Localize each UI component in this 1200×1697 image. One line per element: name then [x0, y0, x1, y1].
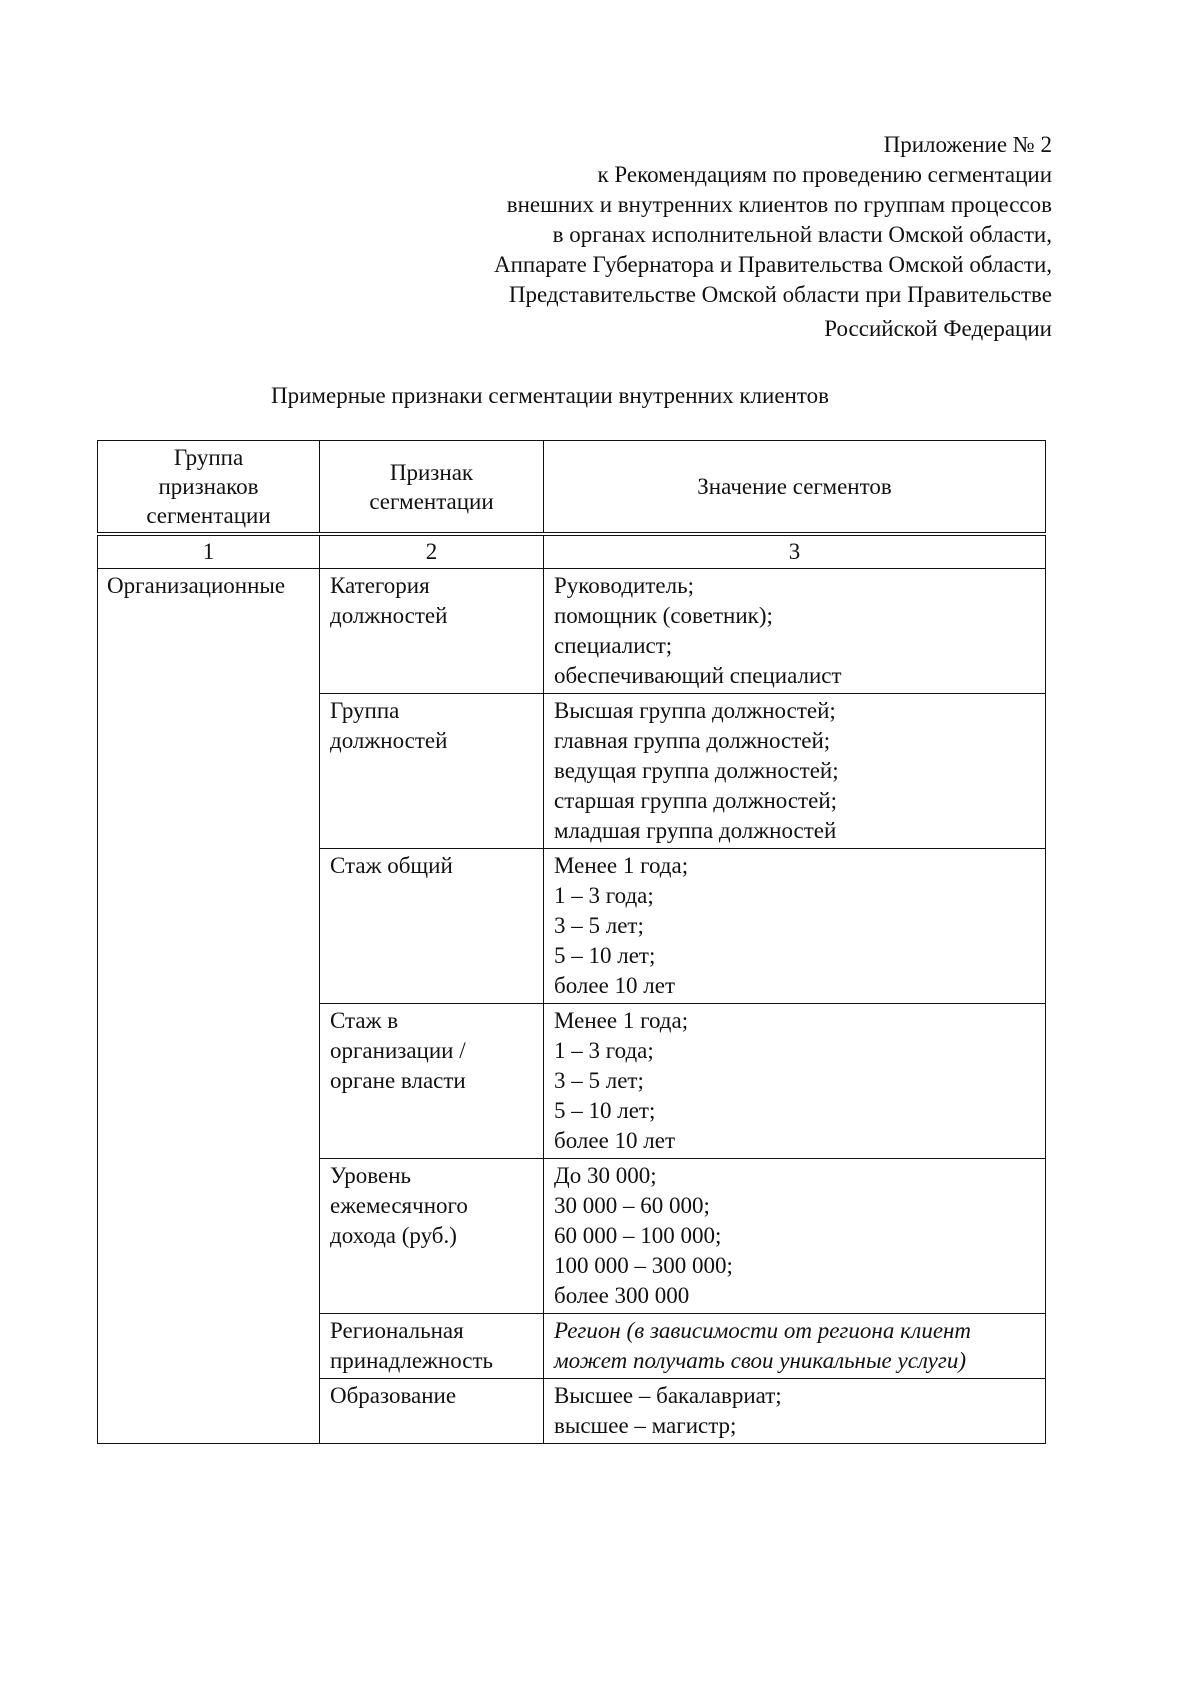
- value-text: главная группа должностей;: [554, 728, 831, 753]
- value-text: 5 – 10 лет;: [554, 1098, 656, 1123]
- attachment-line: в органах исполнительной власти Омской области,: [552, 222, 1052, 247]
- value-text: более 10 лет: [554, 1128, 676, 1153]
- column-number-row: [98, 534, 1046, 569]
- criterion-text: Образование: [330, 1383, 457, 1408]
- value-text: старшая группа должностей;: [554, 788, 838, 813]
- criterion-cell: [320, 694, 544, 849]
- value-text: специалист;: [554, 633, 673, 658]
- values-cell: [544, 694, 1046, 849]
- value-text: Менее 1 года;: [554, 853, 689, 878]
- values-cell: [544, 849, 1046, 1004]
- value-text: обеспечивающий специалист: [554, 663, 842, 688]
- value-text: Менее 1 года;: [554, 1008, 689, 1033]
- criterion-cell: [320, 1314, 544, 1379]
- value-text: 30 000 – 60 000;: [554, 1193, 710, 1218]
- value-text: помощник (советник);: [554, 603, 773, 628]
- value-text: 60 000 – 100 000;: [554, 1223, 722, 1248]
- criterion-text: дохода (руб.): [330, 1223, 457, 1248]
- header-values: [544, 441, 1046, 535]
- criterion-text: ежемесячного: [330, 1193, 468, 1218]
- segmentation-table: [97, 440, 1046, 1444]
- group-cell: Организационные: [98, 569, 320, 1444]
- value-text: более 300 000: [554, 1283, 690, 1308]
- attachment-header: [494, 130, 1052, 344]
- criterion-text: Региональная: [330, 1318, 464, 1343]
- criterion-cell: [320, 1379, 544, 1444]
- values-cell: [544, 569, 1046, 694]
- header-text: сегментации: [146, 503, 271, 528]
- value-text: Высшее – бакалавриат;: [554, 1383, 782, 1408]
- values-cell: [544, 1379, 1046, 1444]
- criterion-text: Уровень: [330, 1163, 411, 1188]
- header-text: Группа: [173, 445, 244, 470]
- header-group: [98, 441, 320, 535]
- table-header-row: [98, 441, 1046, 535]
- criterion-text: принадлежность: [330, 1348, 494, 1373]
- header-text: сегментации: [369, 488, 494, 514]
- values-cell: [544, 1314, 1046, 1379]
- criterion-text: должностей: [330, 728, 448, 753]
- attachment-line: Аппарате Губернатора и Правительства Омской области,: [493, 252, 1052, 277]
- header-text: Признак: [389, 459, 474, 485]
- value-text: Регион (в зависимости от региона клиент: [554, 1318, 972, 1343]
- value-text: 5 – 10 лет;: [554, 943, 656, 968]
- criterion-text: органе власти: [330, 1068, 466, 1093]
- criterion-text: организации /: [330, 1038, 466, 1063]
- value-text: может получать свои уникальные услуги): [554, 1348, 966, 1373]
- header-text: признаков: [158, 474, 259, 499]
- values-cell: [544, 1004, 1046, 1159]
- header-criterion: [320, 441, 544, 535]
- value-text: Высшая группа должностей;: [554, 698, 836, 723]
- value-text: 100 000 – 300 000;: [554, 1253, 733, 1278]
- column-number: 3: [544, 534, 1046, 569]
- value-text: 1 – 3 года;: [554, 883, 654, 908]
- criterion-text: Стаж общий: [330, 853, 453, 878]
- criterion-cell: [320, 1004, 544, 1159]
- attachment-number: Приложение № 2: [883, 132, 1052, 157]
- document-title: Примерные признаки сегментации внутренних клиентов: [271, 383, 829, 408]
- criterion-cell: [320, 569, 544, 694]
- criterion-text: Группа: [330, 698, 400, 723]
- criterion-text: Категория: [330, 573, 430, 598]
- attachment-line: к Рекомендациям по проведению сегментации: [597, 162, 1052, 187]
- value-text: 3 – 5 лет;: [554, 1068, 644, 1093]
- value-text: До 30 000;: [554, 1163, 657, 1188]
- value-text: более 10 лет: [554, 973, 676, 998]
- header-text: Значение сегментов: [697, 474, 892, 499]
- value-text: ведущая группа должностей;: [554, 758, 839, 783]
- column-number: 1: [98, 534, 320, 569]
- criterion-text: Стаж в: [330, 1008, 399, 1033]
- attachment-line: внешних и внутренних клиентов по группам процессов: [506, 192, 1052, 217]
- criterion-cell: [320, 849, 544, 1004]
- value-text: младшая группа должностей: [554, 818, 837, 843]
- criterion-text: должностей: [330, 603, 448, 628]
- values-cell: [544, 1159, 1046, 1314]
- value-text: 3 – 5 лет;: [554, 913, 644, 938]
- value-text: высшее – магистр;: [554, 1413, 737, 1438]
- attachment-line: Представительстве Омской области при Правительстве: [508, 282, 1052, 307]
- table-row: [98, 569, 1046, 694]
- value-text: Руководитель;: [554, 573, 694, 598]
- attachment-line: Российской Федерации: [824, 316, 1052, 341]
- value-text: 1 – 3 года;: [554, 1038, 654, 1063]
- column-number: 2: [320, 534, 544, 569]
- criterion-cell: [320, 1159, 544, 1314]
